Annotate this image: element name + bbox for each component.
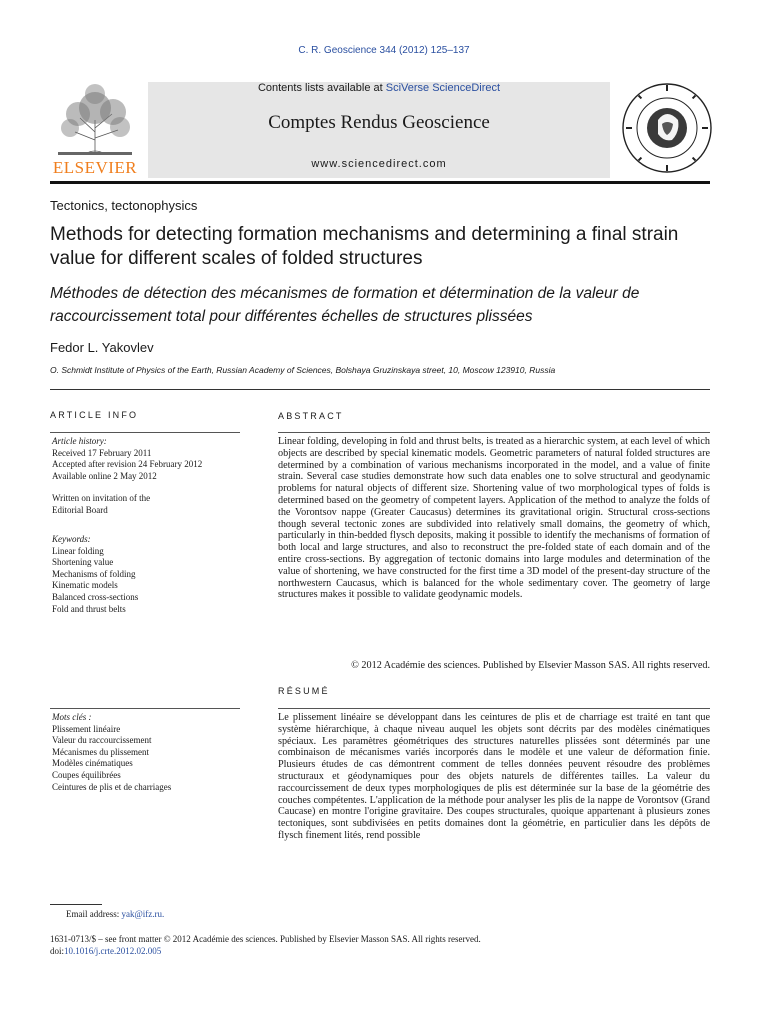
email-link[interactable]: yak@ifz.ru.	[121, 909, 165, 919]
invitation-note	[52, 493, 242, 516]
motscles-rule	[50, 708, 240, 709]
keyword-item: Balanced cross-sections	[52, 591, 139, 602]
keyword-item: Mechanisms of folding	[52, 568, 136, 579]
author-affiliation: O. Schmidt Institute of Physics of the Earth, Russian Academy of Sciences, Bolshaya Gruzinskaya street, 10, Moscow 123910, Russia	[50, 365, 556, 375]
article-info-rule	[50, 432, 240, 433]
footnote-rule	[50, 904, 102, 905]
resume-heading: RÉSUMÉ	[278, 686, 330, 696]
history-received: Received 17 February 2011	[52, 447, 152, 458]
academy-seal-logo	[620, 80, 714, 176]
journal-name: Comptes Rendus Geoscience	[268, 112, 490, 133]
journal-citation[interactable]: C. R. Geoscience 344 (2012) 125–137	[298, 45, 470, 56]
motscle-item: Valeur du raccourcissement	[52, 735, 152, 746]
keywords-label: Keywords:	[52, 534, 91, 544]
motscle-item: Ceintures de plis et de charriages	[52, 781, 172, 792]
contents-line	[148, 82, 610, 94]
abstract-rule	[278, 432, 710, 433]
keywords-list	[52, 534, 242, 615]
abstract-copyright: © 2012 Académie des sciences. Published by Elsevier Masson SAS. All rights reserved.	[351, 660, 710, 671]
doi-line	[50, 946, 161, 956]
motscles-list	[52, 712, 242, 793]
resume-text: Le plissement linéaire se développant dans les ceintures de plis et de charriage est traité en tant que système hiérarchique, à chaque niveau auquel les objets sont décrits par des modèles cinématiques spéciaux. Les paramètres géométriques des structures naturelles plissées sont déterminés par une combinaison de mécanismes variés incorporés dans le modèle et une valeur de déformation finie. Plusieurs études de cas démontrent comment de telles données peuvent résoudre des problèmes structuraux et géodynamiques pour des objets naturels de différentes tailles. La valeur du raccourcissement de deux types morphologiques de plis est déterminée sur la base de la géométrie des couches compétentes. L'application de la méthode pour analyser les plis de la nappe de Vorontsov (Grand Caucase) en montre l'origine gravitaire. Des coupes structurales, quoique appartenant à plusieurs zones tectoniques, sont subdivisées en petits domaines dont la géométrie, en particulier dans les dépôts de flysch finement lités, rend possible	[278, 712, 710, 841]
article-info-heading: ARTICLE INFO	[50, 410, 139, 420]
abstract-text: Linear folding, developing in fold and thrust belts, is treated as a hierarchic system, at each level of which objects are described by special kinematic models. Geometric parameters of natural folded structures are determined by a combination of various mechanisms incorporated in the model, and a value of finite strain. Several case studies demonstrate how such data enables one to solve structural and geodynamic problems for natural objects of different size. Shortening value of two morphological types of folds is determined based on the geometry of competent layers. Application of the method to analyze the folds of the Vorontsov nappe (Greater Caucasus) determines its gravitational origin. Structural cross-sections though several tectonic zones are subdivided into relatively small domains, the geometry of which, particularly in thin-bedded flysch deposits, making it possible to identify the mechanisms of formation of both local and large structures, and also to reconstruct the pre-folded state of each domain and of the entire cross-sections. By aggregation of tectonic domains into large modules and determination of the value of shortening, we have constructed for the first time a 3D model of the present-day structure of the northwestern Caucasus, which is balanced for the whole sedimentary cover. The geometry of large structures makes it possible to validate geodynamic models.	[278, 436, 710, 601]
history-label: Article history:	[52, 436, 107, 446]
keyword-item: Kinematic models	[52, 580, 118, 591]
motscles-label: Mots clés :	[52, 712, 92, 722]
journal-url[interactable]: www.sciencedirect.com	[311, 158, 447, 170]
motscle-item: Mécanismes du plissement	[52, 746, 149, 757]
contents-prefix: Contents lists available at	[257, 82, 386, 94]
front-matter-note: 1631-0713/$ – see front matter © 2012 Académie des sciences. Published by Elsevier Masson SAS. All rights reserved.	[50, 934, 481, 944]
doi-label: doi:	[50, 946, 65, 956]
article-history	[52, 436, 242, 482]
motscle-item: Plissement linéaire	[52, 723, 121, 734]
invitation-line: Written on invitation of the	[52, 493, 151, 503]
history-accepted: Accepted after revision 24 February 2012	[52, 459, 203, 470]
sciencedirect-link[interactable]: SciVerse ScienceDirect	[385, 82, 501, 94]
motscle-item: Modèles cinématiques	[52, 758, 133, 769]
keyword-item: Linear folding	[52, 545, 104, 556]
email-label: Email address:	[66, 909, 122, 919]
motscle-item: Coupes équilibrées	[52, 769, 121, 780]
author-name: Fedor L. Yakovlev	[50, 340, 154, 355]
publisher-wordmark: ELSEVIER	[52, 158, 138, 177]
header-rule	[50, 181, 710, 184]
article-title-french: Méthodes de détection des mécanismes de formation et détermination de la valeur de raccourcissement total pour différentes échelles de structures plissées	[50, 285, 640, 325]
article-section: Tectonics, tectonophysics	[50, 198, 198, 213]
keyword-item: Shortening value	[52, 557, 114, 568]
keyword-item: Fold and thrust belts	[52, 603, 126, 614]
title-rule	[50, 389, 710, 390]
history-online: Available online 2 May 2012	[52, 470, 157, 481]
invitation-line: Editorial Board	[52, 504, 108, 515]
abstract-heading: ABSTRACT	[278, 411, 344, 421]
doi-link[interactable]: 10.1016/j.crte.2012.02.005	[64, 946, 162, 956]
email-footnote	[66, 909, 164, 919]
article-title: Methods for detecting formation mechanisms and determining a final strain value for different scales of folded structures	[50, 224, 679, 269]
resume-rule	[278, 708, 710, 709]
